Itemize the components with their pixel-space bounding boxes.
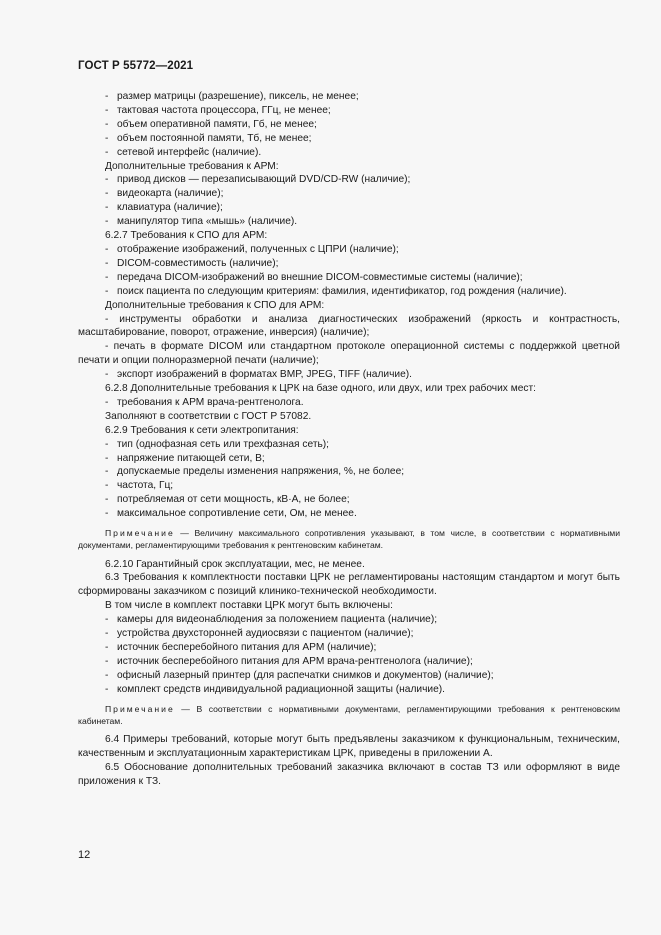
delivery-items-list (78, 613, 620, 696)
power-requirements-list (78, 438, 620, 521)
paragraph-included: В том числе в комплект поставки ЦРК могут быть включены: (105, 600, 393, 612)
list-item: - видеокарта (наличие); (105, 188, 224, 200)
section-6-2-8: 6.2.8 Дополнительные требования к ЦРК на базе одного, или двух, или трех рабочих мест: (105, 383, 536, 395)
list-item: - клавиатура (наличие); (105, 202, 223, 214)
list-item-export: - экспорт изображений в форматах BMP, JPEG, TIFF (наличие). (105, 369, 412, 381)
page-number: 12 (78, 849, 91, 861)
list-item: - манипулятор типа «мышь» (наличие). (105, 216, 298, 228)
list-item: - комплект средств индивидуальной радиационной защиты (наличие). (105, 683, 445, 695)
section-6-2-7: 6.2.7 Требования к СПО для АРМ: (105, 230, 268, 242)
note-2: Примечание — В соответствии с нормативными документами, регламентирующими требования к рентгеновским кабинетам. (78, 703, 620, 726)
pc-requirements-list (78, 90, 620, 160)
paragraph-fill-gost: Заполняют в соответствии с ГОСТ Р 57082. (105, 410, 312, 422)
list-item: - тактовая частота процессора, ГГц, не менее; (105, 104, 331, 116)
list-item: - допускаемые пределы изменения напряжения, %, не более; (105, 466, 405, 478)
list-item: - максимальное сопротивление сети, Ом, не менее. (105, 508, 357, 520)
section-6-2-10: 6.2.10 Гарантийный срок эксплуатации, мес, не менее. (105, 558, 365, 570)
section-6-4: 6.4 Примеры требований, которые могут быть предъявлены заказчиком к функциональным, техническим, качественным и эксплуатационным характеристикам ЦРК, приведены в приложении А. (78, 733, 620, 759)
document-body (78, 90, 620, 789)
section-6-5: 6.5 Обоснование дополнительных требований заказчика включают в состав ТЗ или оформляют в виде приложения к ТЗ. (78, 761, 620, 787)
page-header: ГОСТ Р 55772—2021 (78, 60, 194, 72)
list-item: - камеры для видеонаблюдения за положением пациента (наличие); (105, 614, 438, 626)
list-item: - поиск пациента по следующим критериям: фамилия, идентификатор, год рождения (наличие). (105, 285, 567, 297)
list-item: - частота, Гц; (105, 480, 174, 492)
paragraph-tools: - инструменты обработки и анализа диагностических изображений (яркость и контрастность, масштабирование, поворот, отражение, инверсия) (наличие); (78, 313, 620, 339)
list-item: - объем оперативной памяти, Гб, не менее; (105, 118, 317, 130)
note-1: Примечание — Величину максимального сопротивления указывают, в том числе, в соответствии с нормативными документами, регламентирующими требования к рентгеновским кабинетам. (78, 528, 620, 551)
list-item: - привод дисков — перезаписывающий DVD/CD-RW (наличие); (105, 174, 411, 186)
list-item: - объем постоянной памяти, Тб, не менее; (105, 132, 312, 144)
list-item: - DICOM-совместимость (наличие); (105, 257, 279, 269)
list-item: - устройства двухсторонней аудиосвязи с пациентом (наличие); (105, 628, 414, 640)
list-item: - сетевой интерфейс (наличие). (105, 146, 262, 158)
spo-requirements-list (78, 243, 620, 299)
section-6-3: 6.3 Требования к комплектности поставки ЦРК не регламентированы настоящим стандартом и могут быть сформированы заказчиком с позиций клинико-технической необходимости. (78, 572, 620, 598)
list-item-arm-radiologist: - требования к АРМ врача-рентгенолога. (105, 396, 304, 408)
list-item: - передача DICOM-изображений во внешние DICOM-совместимые системы (наличие); (105, 271, 523, 283)
list-item: - тип (однофазная сеть или трехфазная сеть); (105, 438, 330, 450)
list-item: - источник бесперебойного питания для АРМ врача-рентгенолога (наличие); (105, 655, 473, 667)
paragraph-print: - печать в формате DICOM или стандартном протоколе операционной системы с поддержкой цветной печати и опции полноразмерной печати (наличие); (78, 341, 620, 367)
list-item: - размер матрицы (разрешение), пиксель, не менее; (105, 91, 359, 102)
list-item: - источник бесперебойного питания для АРМ (наличие); (105, 641, 377, 653)
arm-additional-list (78, 173, 620, 229)
list-item: - напряжение питающей сети, В; (105, 452, 265, 464)
list-item: - офисный лазерный принтер (для распечатки снимков и документов) (наличие); (105, 669, 494, 681)
section-6-2-9: 6.2.9 Требования к сети электропитания: (105, 424, 299, 436)
list-item: - потребляемая от сети мощность, кВ·А, не более; (105, 494, 350, 506)
paragraph-add-spo: Дополнительные требования к СПО для АРМ: (105, 299, 325, 311)
list-item: - отображение изображений, полученных с ЦПРИ (наличие); (105, 243, 399, 255)
paragraph-add-arm: Дополнительные требования к АРМ: (105, 160, 279, 172)
